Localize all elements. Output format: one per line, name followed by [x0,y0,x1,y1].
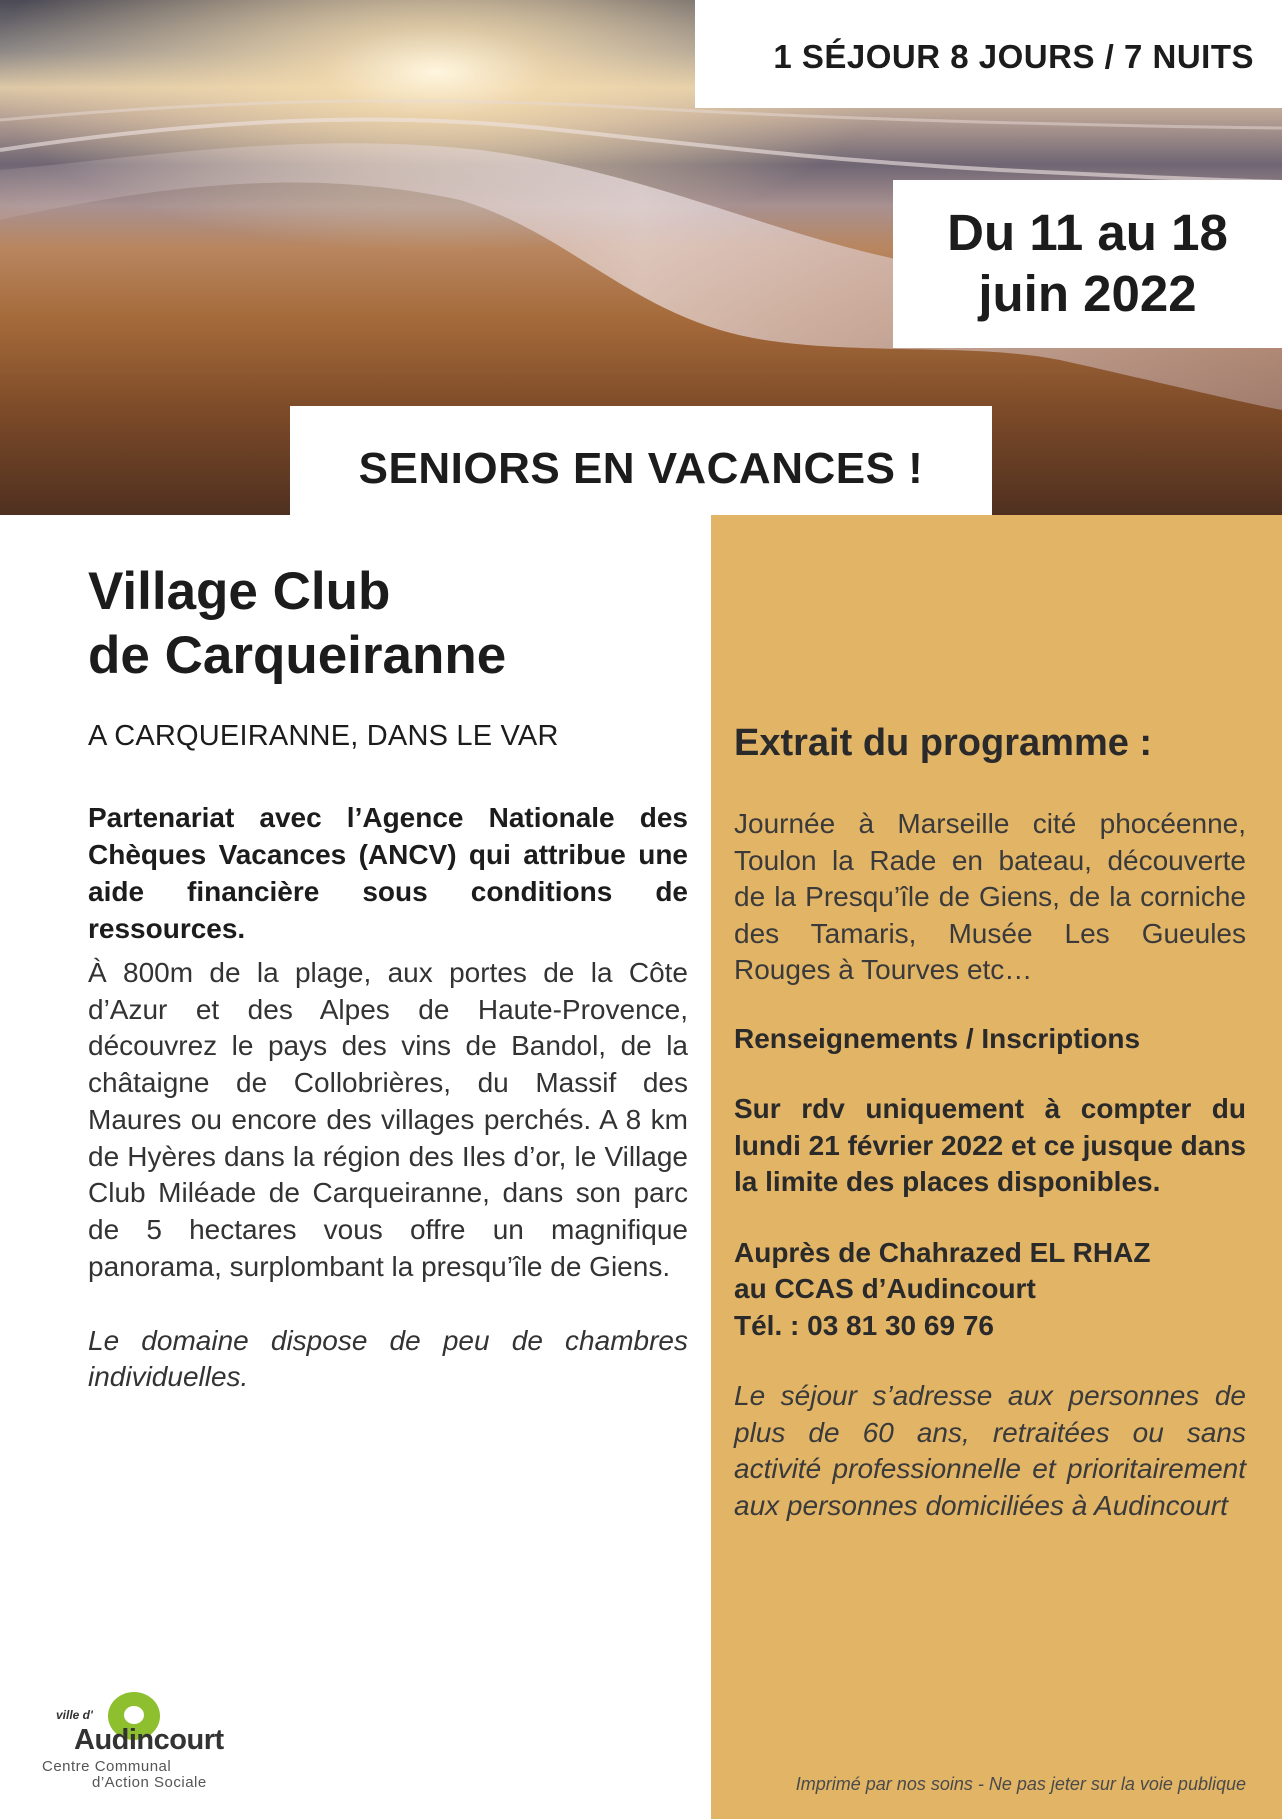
contact-name: Auprès de Chahrazed EL RHAZ [734,1236,1151,1268]
title-line-2: de Carqueiranne [88,626,507,685]
description-paragraph: À 800m de la plage, aux portes de la Côte d’Azur et des Alpes de Haute-Provence, découvrez le pays des vins de Bandol, de la châtaigne de Collobrières, du Massif des Maures ou encore des villages perchés. A 8 km de Hyères dans la région des Iles d’or, le Village Club Miléade de Carqueiranne, dans son parc de 5 hectares vous offre un magnifique panorama, surplombant la presqu’île de Giens. [88,957,688,1282]
logo-line-1: Centre Communal [42,1758,172,1775]
logo-line-2: d’Action Sociale [92,1774,207,1791]
print-footer-note: Imprimé par nos soins - Ne pas jeter sur la voie publique [795,1774,1246,1794]
dates-box [893,180,1282,348]
seniors-banner [290,406,992,515]
rdv-text: Sur rdv uniquement à compter du lundi 21 février 2022 et ce jusque dans la limite des places disponibles. [734,1093,1246,1197]
contact-organisation: au CCAS d’Audincourt [734,1273,1036,1304]
logo-ville: ville d' [56,1708,93,1722]
info-heading: Renseignements / Inscriptions [734,1022,1141,1054]
title-line-1: Village Club [88,562,391,621]
rooms-note: Le domaine dispose de peu de chambres individuelles. [88,1325,688,1393]
sejour-duration-text: 1 SÉJOUR 8 JOURS / 7 NUITS [773,38,1254,75]
programme-heading: Extrait du programme : [734,722,1153,764]
contact-block [734,1235,1246,1345]
partnership-paragraph: Partenariat avec l’Agence Nationale des Chèques Vacances (ANCV) qui attribue une aide financière sous conditions de ressources. [88,802,688,944]
left-column [88,560,688,1395]
ccas-audincourt-logo [38,1692,258,1792]
page-title [88,560,688,688]
dates-line-2: juin 2022 [978,265,1197,322]
seniors-banner-text: SENIORS EN VACANCES ! [358,444,924,493]
sejour-duration-box [695,0,1282,108]
location-subtitle: A CARQUEIRANNE, DANS LE VAR [88,720,559,752]
contact-phone: Tél. : 03 81 30 69 76 [734,1309,994,1341]
dates-line-1: Du 11 au 18 [947,204,1228,261]
programme-text: Journée à Marseille cité phocéenne, Toulon la Rade en bateau, découverte de la Presqu’île de Giens, de la corniche des Tamaris, Musée Les Gueules Rouges à Tourves etc… [734,808,1246,985]
logo-name: Audincourt [74,1724,224,1756]
audience-note: Le séjour s’adresse aux personnes de plus de 60 ans, retraitées ou sans activité professionnelle et prioritairement aux personnes domiciliées à Audincourt [734,1380,1246,1521]
right-column [734,718,1246,1524]
